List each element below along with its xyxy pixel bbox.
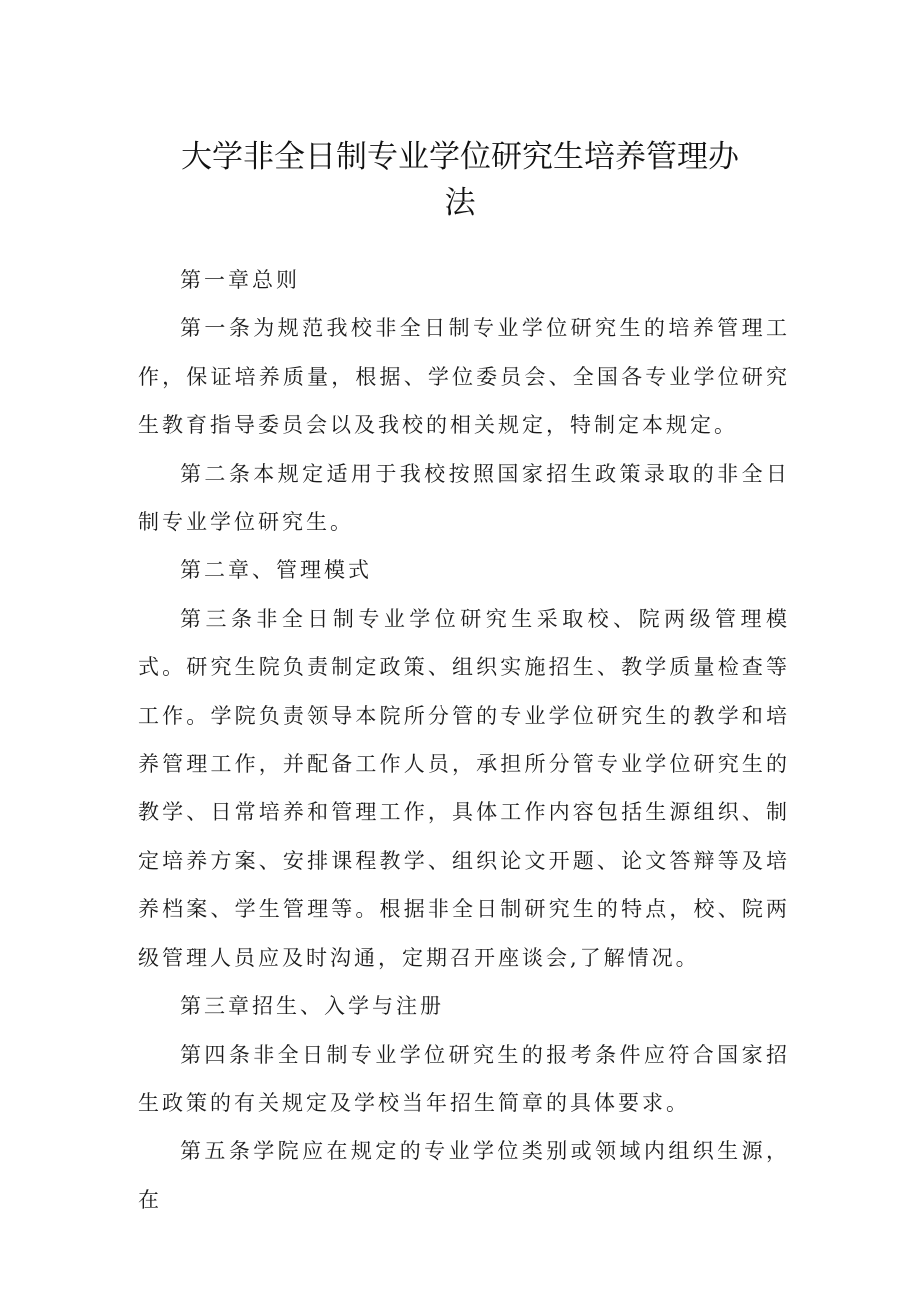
- article-paragraph: 第二条本规定适用于我校按照国家招生政策录取的非全日制专业学位研究生。: [138, 461, 790, 535]
- article-paragraph: 第四条非全日制专业学位研究生的报考条件应符合国家招生政策的有关规定及学校当年招生简章的具体要求。: [138, 1042, 790, 1115]
- article-paragraph: 第五条学院应在规定的专业学位类别或领域内组织生源，在: [138, 1139, 790, 1212]
- chapter-heading: 第一章总则: [180, 268, 300, 292]
- chapter-heading: 第三章招生、入学与注册: [180, 994, 444, 1019]
- article-paragraph: 第三条非全日制专业学位研究生采取校、院两级管理模式。研究生院负责制定政策、组织实施招生、教学质量检查等工作。学院负责领导本院所分管的专业学位研究生的教学和培养管理工作，并配备工作人员，承担所分管专业学位研究生的教学、日常培养和管理工作，具体工作内容包括生源组织、制定培养方案、安排课程教学、组织论文开题、论文答辩等及培养档案、学生管理等。根据非全日制研究生的特点，校、院两级管理人员应及时沟通，定期召开座谈会,了解情况。: [138, 606, 790, 970]
- chapter-heading: 第二章、管理模式: [180, 558, 372, 583]
- article-paragraph: 第一条为规范我校非全日制专业学位研究生的培养管理工作，保证培养质量，根据、学位委员会、全国各专业学位研究生教育指导委员会以及我校的相关规定，特制定本规定。: [138, 316, 790, 438]
- document-body: [138, 256, 790, 1224]
- document-title-line-2: 法: [444, 185, 476, 221]
- document-title: [140, 134, 780, 226]
- document-title-line-1: 大学非全日制专业学位研究生培养管理办: [181, 139, 739, 175]
